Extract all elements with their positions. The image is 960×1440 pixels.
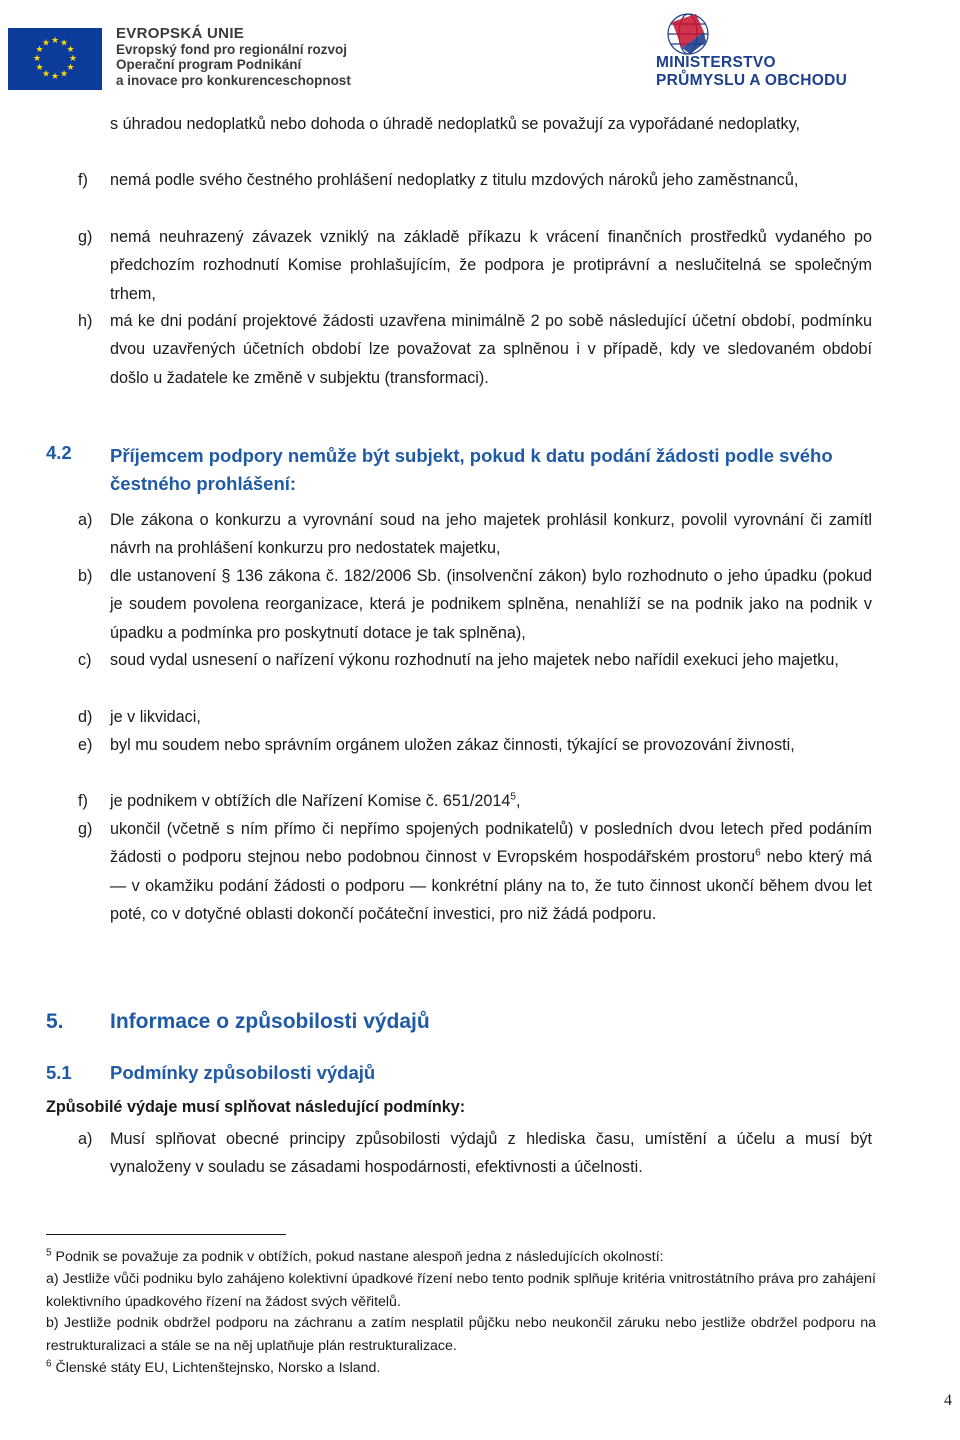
page-number: 4 [944,1392,952,1409]
eu-program: Operační program Podnikání [116,57,302,72]
list-b-mark-e: e) [78,736,93,754]
eu-fund: Evropský fond pro regionální rozvoj [116,41,348,57]
list-b-item-f [110,787,872,815]
list-b-item-d: je v likvidaci, [110,708,201,726]
svg-text:★: ★ [66,45,75,55]
section-5-number: 5. [46,1010,64,1033]
list-b-mark-b: b) [78,567,93,585]
list-c-mark-a: a) [78,1130,93,1148]
footnote-5-a: a) Jestliže vůči podniku bylo zahájeno kolektivní úpadkové řízení nebo tento podnik splňuje kritéria vnitrostátního práva pro zahájení kolektivního úpadkového řízení na žádost svých věřitelů. [46,1271,876,1310]
footnote-6 [46,1357,876,1380]
list-b-item-c: soud vydal usnesení o nařízení výkonu rozhodnutí na jeho majetek nebo nařídil exekuci jeho majetku, [110,651,839,669]
list-b-mark-a: a) [78,511,93,529]
svg-text:★: ★ [66,63,75,73]
section-5-1-number: 5.1 [46,1062,72,1083]
footnote-ref-5: 5 [510,791,516,803]
eu-flag-logo [8,28,102,90]
list-a-mark-h: h) [78,312,93,330]
list-b-item-e: byl mu soudem nebo správním orgánem uložen zákaz činnosti, týkající se provozování živnosti, [110,736,795,754]
svg-text:★: ★ [50,72,60,82]
section-4-2-number: 4.2 [46,442,72,463]
footnote-5 [46,1246,876,1269]
section-5-1-title: Podmínky způsobilosti výdajů [110,1062,376,1083]
svg-text:★: ★ [35,45,44,55]
footnote-5-b: b) Jestliže podnik obdržel podporu na záchranu a zatím nesplatil půjčku nebo neukončil záruku nebo jestliže obdržel podporu na restrukturalizaci a stále se na něj uplatňuje plán restrukturalizace. [46,1315,876,1354]
footnote-ref-6: 6 [755,847,761,859]
svg-text:★: ★ [41,69,51,80]
eu-title: EVROPSKÁ UNIE [116,25,245,42]
list-b-item-g-after: nebo který má — v okamžiku podání žádosti o podporu — konkrétní plány na to, že tuto činnost ukončí během dvou let poté, co v dotyčné oblasti dokončí počáteční investici, pro niž žádá podporu. [110,848,872,923]
ministry-line-1: MINISTERSTVO [656,54,776,71]
list-a-item-f: nemá podle svého čestného prohlášení nedoplatky z titulu mzdových nároků jeho zaměstnanců, [110,171,799,189]
list-c-item-a: Musí splňovat obecné principy způsobilosti výdajů z hlediska času, umístění a účelu a musí být vynaloženy v souladu se zásadami hospodárnosti, efektivnosti a účelnosti. [110,1130,872,1177]
footnote-5-mark: 5 [46,1247,52,1259]
footnote-separator [46,1234,286,1235]
svg-text:★: ★ [32,54,42,64]
svg-text:★: ★ [35,63,44,73]
list-a-item-h: má ke dni podání projektové žádosti uzavřena minimálně 2 po sobě následující účetní období, podmínku dvou uzavřených účetních období lze považovat za splněnou i v případě, kdy ve sledovaném období došlo u žadatele ke změně v subjektu (transformaci). [110,312,872,387]
footnote-5-text: Podnik se považuje za podnik v obtížích, pokud nastane alespoň jedna z následujících okolností: [51,1249,664,1265]
svg-text:★: ★ [59,38,69,49]
svg-text:★: ★ [41,38,51,49]
list-a-item-g: nemá neuhrazený závazek vzniklý na základě příkazu k vrácení finančních prostředků vydaného po předchozím rozhodnutí Komise prohlašujícím, že podpora je protiprávní a neslučitelná se společným trhem, [110,228,872,303]
list-a-mark-g: g) [78,228,93,246]
svg-text:★: ★ [68,54,78,64]
list-b-mark-f: f) [78,792,88,810]
list-b-item-f-after: , [515,792,521,810]
list-b-mark-c: c) [78,651,92,669]
footnote-6-mark: 6 [46,1358,52,1370]
list-b-mark-d: d) [78,708,93,726]
svg-text:★: ★ [50,36,60,46]
list-a-mark-f: f) [78,171,88,189]
ministry-line-2: PRŮMYSLU A OBCHODU [656,72,848,89]
list-b-item-a: Dle zákona o konkurzu a vyrovnání soud na jeho majetek prohlásil konkurz, povolil vyrovnání či zamítl návrh na prohlášení konkurzu pro nedostatek majetku, [110,511,872,558]
eu-program-text [116,26,351,88]
svg-text:★: ★ [59,69,69,80]
section-5-title: Informace o způsobilosti výdajů [110,1010,430,1033]
list-b-item-f-text: je podnikem v obtížích dle Nařízení Komise č. 651/2014 [110,792,511,810]
ministry-name [656,54,847,90]
eu-program-sub: a inovace pro konkurenceschopnost [116,72,351,88]
list-b-item-b: dle ustanovení § 136 zákona č. 182/2006 Sb. (insolvenční zákon) bylo rozhodnuto o jeho úpadku (pokud je soudem povolena reorganizace, která je podnikem splněna, nenahlíží se na podnik jako na podnik v úpadku a podmínka pro poskytnutí dotace je tak splněna), [110,567,872,642]
list-b-mark-g: g) [78,820,93,838]
footnote-6-text: Členské státy EU, Lichtenštejnsko, Norsko a Island. [51,1360,381,1376]
intro-continuation: s úhradou nedoplatků nebo dohoda o úhradě nedoplatků se považují za vypořádané nedoplatky, [110,115,800,133]
conditions-heading: Způsobilé výdaje musí splňovat následující podmínky: [46,1098,466,1116]
section-4-2-title: Příjemcem podpory nemůže být subjekt, pokud k datu podání žádosti podle svého čestného prohlášení: [110,445,833,494]
list-b-item-g-text: ukončil (včetně s ním přímo či nepřímo spojených podnikatelů) v posledních dvou letech před podáním žádosti o podporu stejnou nebo podobnou činnost v Evropském hospodářském prostoru [110,820,872,867]
list-b-item-g [110,815,872,928]
eu-stars-icon [8,28,102,90]
